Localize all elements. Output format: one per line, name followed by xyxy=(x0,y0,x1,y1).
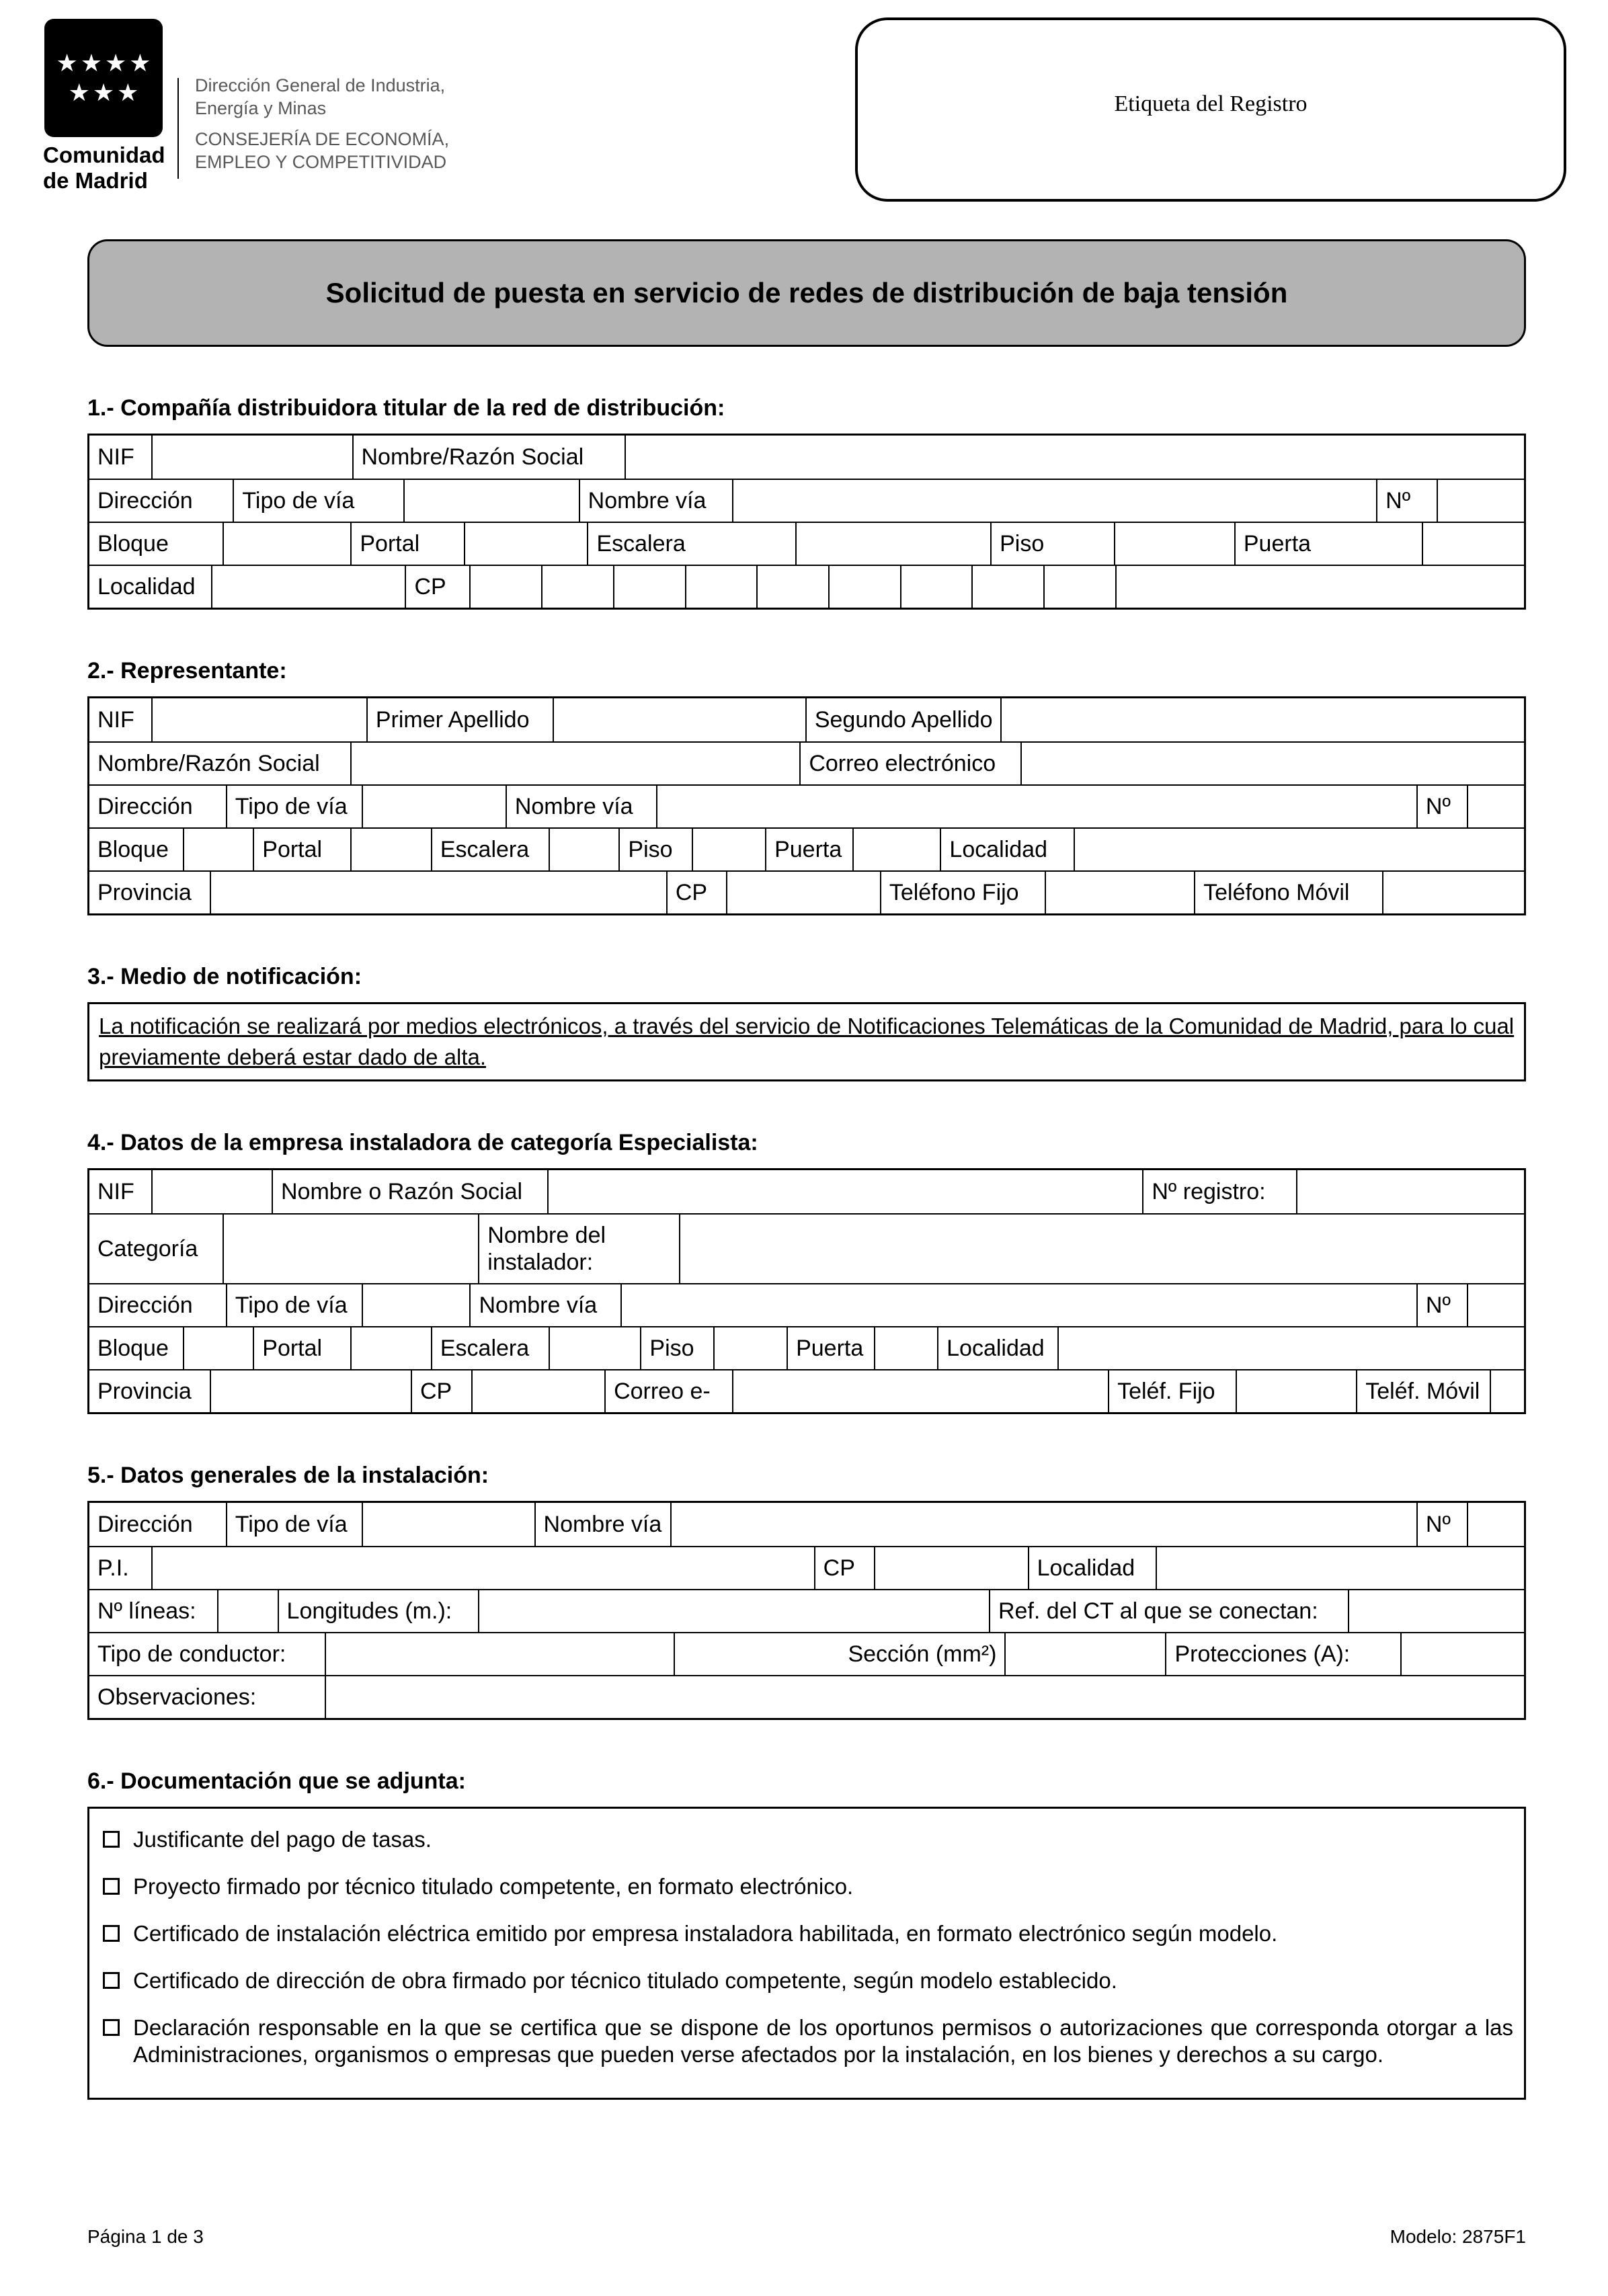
s2-localidad-field[interactable] xyxy=(1074,829,1524,870)
s4-piso-label: Piso xyxy=(640,1327,713,1369)
checkbox-declaracion-responsable[interactable] xyxy=(103,2019,120,2036)
s5-cp-label: CP xyxy=(814,1547,875,1589)
table-row xyxy=(89,1369,1524,1412)
s4-tipo-via-field[interactable] xyxy=(362,1284,469,1326)
s5-numero-label: Nº xyxy=(1416,1503,1467,1546)
doc-item xyxy=(100,1826,1513,1853)
s4-telef-movil-field[interactable] xyxy=(1490,1370,1524,1412)
s4-nif-label: NIF xyxy=(97,1178,134,1204)
table-row xyxy=(89,1503,1524,1546)
s5-nombre-via-field[interactable] xyxy=(670,1503,1416,1546)
doc-item xyxy=(100,1920,1513,1947)
s1-localidad-label: Localidad xyxy=(97,573,196,600)
s4-table xyxy=(87,1168,1526,1414)
s4-correo-field[interactable] xyxy=(732,1370,1108,1412)
s2-nombre-via-label: Nombre vía xyxy=(506,786,656,827)
s2-escalera-field[interactable] xyxy=(549,829,619,870)
s4-correo-label: Correo e- xyxy=(604,1370,732,1412)
s1-cp-trailing-field[interactable] xyxy=(1115,566,1524,608)
s5-protecciones-field[interactable] xyxy=(1400,1633,1524,1675)
s2-telefono-movil-label: Teléfono Móvil xyxy=(1194,872,1382,913)
checkbox-certificado-instalacion[interactable] xyxy=(103,1925,120,1942)
s5-seccion-field[interactable] xyxy=(1004,1633,1165,1675)
s1-cp-label: CP xyxy=(405,566,469,608)
s4-puerta-label: Puerta xyxy=(787,1327,874,1369)
form-title-bar xyxy=(87,239,1526,347)
org-line2: Energía y Minas xyxy=(195,98,327,118)
s1-portal-field[interactable] xyxy=(464,523,588,565)
s5-seccion-label: Sección (mm²) xyxy=(674,1633,1005,1675)
s1-cp-digit-field[interactable] xyxy=(1043,566,1115,608)
table-row xyxy=(89,1326,1524,1369)
s4-piso-field[interactable] xyxy=(713,1327,787,1369)
s2-nombre-razon-social-label: Nombre/Razón Social xyxy=(97,750,320,776)
s2-primer-apellido-label: Primer Apellido xyxy=(366,698,553,741)
notification-notice-text: La notificación se realizará por medios electrónicos, a través del servicio de Notificaciones Telemáticas de la Comunidad de Madrid, para lo cual previamente deberá estar dado de alta. xyxy=(99,1014,1515,1069)
notification-notice-box xyxy=(87,1002,1526,1081)
flag-stars-row2-icon: ★★★ xyxy=(68,79,142,106)
form-content xyxy=(0,239,1608,2100)
section-1-heading: 1.- Compañía distribuidora titular de la red de distribución: xyxy=(87,395,725,421)
s1-bloque-field[interactable] xyxy=(223,523,350,565)
s2-cp-field[interactable] xyxy=(726,872,879,913)
page-number: Página 1 de 3 xyxy=(87,2226,204,2247)
s2-tipo-via-label: Tipo de vía xyxy=(226,786,362,827)
s2-primer-apellido-field[interactable] xyxy=(553,698,805,741)
s2-nombre-via-field[interactable] xyxy=(656,786,1416,827)
section-3-heading: 3.- Medio de notificación: xyxy=(87,964,362,989)
s1-nif-field[interactable] xyxy=(151,436,352,479)
table-row xyxy=(89,1589,1524,1632)
s1-localidad-field[interactable] xyxy=(211,566,405,608)
s4-cp-field[interactable] xyxy=(471,1370,604,1412)
s1-puerta-field[interactable] xyxy=(1422,523,1524,565)
s1-cp-digit-field[interactable] xyxy=(541,566,613,608)
s4-num-registro-label: Nº registro: xyxy=(1142,1170,1295,1213)
s1-numero-label: Nº xyxy=(1376,480,1437,522)
doc-item-text: Certificado de dirección de obra firmado por técnico titulado competente, según modelo establecido. xyxy=(133,1968,1117,1993)
s1-tipo-via-field[interactable] xyxy=(403,480,578,522)
s4-nombre-instalador-field[interactable] xyxy=(679,1215,1524,1283)
table-row xyxy=(89,436,1524,479)
table-row xyxy=(89,784,1524,827)
s5-cp-field[interactable] xyxy=(874,1547,1027,1589)
checkbox-certificado-direccion-obra[interactable] xyxy=(103,1972,120,1989)
s1-nombre-razon-social-label: Nombre/Razón Social xyxy=(352,436,625,479)
org-line1: Dirección General de Industria, xyxy=(195,75,446,95)
s2-segundo-apellido-label: Segundo Apellido xyxy=(805,698,1000,741)
comunidad-madrid-flag-logo xyxy=(44,19,163,137)
s2-cp-label: CP xyxy=(666,872,727,913)
table-row xyxy=(89,827,1524,870)
s1-cp-digit-field[interactable] xyxy=(971,566,1043,608)
s1-nombre-razon-social-field[interactable] xyxy=(625,436,1524,479)
s1-puerta-label: Puerta xyxy=(1234,523,1422,565)
checkbox-proyecto-firmado[interactable] xyxy=(103,1878,120,1895)
table-row xyxy=(89,479,1524,522)
table-row xyxy=(89,1213,1524,1283)
s4-portal-field[interactable] xyxy=(350,1327,431,1369)
s5-pi-label: P.I. xyxy=(97,1555,129,1581)
s4-escalera-label: Escalera xyxy=(431,1327,549,1369)
table-row xyxy=(89,1283,1524,1326)
table-row xyxy=(89,1546,1524,1589)
s4-localidad-label: Localidad xyxy=(937,1327,1057,1369)
s5-protecciones-label: Protecciones (A): xyxy=(1165,1633,1400,1675)
brand-line2: de Madrid xyxy=(43,168,148,193)
s5-num-lineas-field[interactable] xyxy=(217,1590,278,1632)
flag-stars-row1-icon: ★★★★ xyxy=(56,49,154,77)
s4-bloque-label: Bloque xyxy=(97,1335,169,1361)
s2-telefono-movil-field[interactable] xyxy=(1382,872,1524,913)
s4-nombre-razon-field[interactable] xyxy=(547,1170,1143,1213)
s2-portal-field[interactable] xyxy=(350,829,431,870)
s1-piso-label: Piso xyxy=(990,523,1114,565)
doc-item-text: Certificado de instalación eléctrica emitido por empresa instaladora habilitada, en formato electrónico según modelo. xyxy=(133,1921,1278,1946)
s5-ref-ct-label: Ref. del CT al que se conectan: xyxy=(989,1590,1348,1632)
s1-cp-digit-field[interactable] xyxy=(900,566,972,608)
section-5-heading: 5.- Datos generales de la instalación: xyxy=(87,1463,489,1488)
s5-localidad-label: Localidad xyxy=(1028,1547,1156,1589)
s2-bloque-field[interactable] xyxy=(183,829,253,870)
doc-item xyxy=(100,1967,1513,1994)
s2-bloque-label: Bloque xyxy=(97,836,169,862)
s4-localidad-field[interactable] xyxy=(1057,1327,1524,1369)
s5-observaciones-field[interactable] xyxy=(325,1676,1524,1718)
form-title: Solicitud de puesta en servicio de redes de distribución de baja tensión xyxy=(325,277,1288,309)
doc-item xyxy=(100,2014,1513,2068)
s1-direccion-label: Dirección xyxy=(97,487,193,514)
s4-nombre-instalador-label: Nombre del instalador: xyxy=(478,1215,679,1283)
page-header xyxy=(0,0,1608,207)
s1-nif-label: NIF xyxy=(97,444,134,470)
table-row xyxy=(89,741,1524,784)
s4-numero-field[interactable] xyxy=(1467,1284,1524,1326)
doc-item-text: Declaración responsable en la que se certifica que se dispone de los oportunos permisos o autorizaciones que corresponda otorgar a las Administraciones, organismos o empresas que pueden verse afectados por la instalación, en los bienes y derechos a su cargo. xyxy=(133,2015,1513,2067)
s2-puerta-field[interactable] xyxy=(852,829,940,870)
s1-bloque-label: Bloque xyxy=(97,530,169,557)
checkbox-pago-tasas[interactable] xyxy=(103,1831,120,1848)
s2-nif-label: NIF xyxy=(97,706,134,733)
s2-correo-label: Correo electrónico xyxy=(799,743,1020,784)
s5-table xyxy=(87,1501,1526,1720)
s1-table xyxy=(87,434,1526,610)
s2-nif-field[interactable] xyxy=(151,698,366,741)
table-row xyxy=(89,698,1524,741)
s4-direccion-label: Dirección xyxy=(97,1292,193,1318)
s2-localidad-label: Localidad xyxy=(940,829,1073,870)
s1-portal-label: Portal xyxy=(350,523,464,565)
s5-direccion-label: Dirección xyxy=(97,1511,193,1537)
s1-numero-field[interactable] xyxy=(1437,480,1524,522)
s2-puerta-label: Puerta xyxy=(765,829,852,870)
s4-telef-fijo-field[interactable] xyxy=(1236,1370,1356,1412)
dept-line1: CONSEJERÍA DE ECONOMÍA, xyxy=(195,129,450,149)
s5-localidad-field[interactable] xyxy=(1156,1547,1524,1589)
s5-numero-field[interactable] xyxy=(1467,1503,1524,1546)
s2-piso-field[interactable] xyxy=(692,829,765,870)
s2-telefono-fijo-label: Teléfono Fijo xyxy=(880,872,1045,913)
s4-nombre-via-label: Nombre vía xyxy=(469,1284,620,1326)
s5-observaciones-label: Observaciones: xyxy=(97,1684,257,1710)
s5-longitudes-field[interactable] xyxy=(478,1590,989,1632)
s4-numero-label: Nº xyxy=(1416,1284,1467,1326)
s4-nombre-razon-label: Nombre o Razón Social xyxy=(272,1170,547,1213)
s5-ref-ct-field[interactable] xyxy=(1348,1590,1525,1632)
s5-tipo-via-field[interactable] xyxy=(362,1503,534,1546)
table-row xyxy=(89,1170,1524,1213)
s5-tipo-via-label: Tipo de vía xyxy=(226,1503,362,1546)
org-block xyxy=(195,74,449,173)
doc-item-text: Proyecto firmado por técnico titulado competente, en formato electrónico. xyxy=(133,1874,854,1899)
s5-tipo-conductor-field[interactable] xyxy=(325,1633,674,1675)
s2-nombre-razon-social-field[interactable] xyxy=(350,743,799,784)
s4-escalera-field[interactable] xyxy=(549,1327,641,1369)
s4-categoria-label: Categoría xyxy=(97,1235,198,1262)
model-number: Modelo: 2875F1 xyxy=(1390,2226,1526,2247)
s2-telefono-fijo-field[interactable] xyxy=(1045,872,1194,913)
s4-portal-label: Portal xyxy=(253,1327,350,1369)
s4-nif-field[interactable] xyxy=(151,1170,272,1213)
s4-tipo-via-label: Tipo de vía xyxy=(226,1284,362,1326)
s1-cp-digit-field[interactable] xyxy=(469,566,541,608)
s4-telef-movil-label: Teléf. Móvil xyxy=(1356,1370,1489,1412)
s2-table xyxy=(87,696,1526,915)
s2-piso-label: Piso xyxy=(618,829,692,870)
s2-escalera-label: Escalera xyxy=(431,829,549,870)
s4-telef-fijo-label: Teléf. Fijo xyxy=(1108,1370,1236,1412)
s4-categoria-field[interactable] xyxy=(223,1215,478,1283)
s2-direccion-label: Dirección xyxy=(97,793,193,819)
s5-num-lineas-label: Nº líneas: xyxy=(97,1598,196,1624)
s5-tipo-conductor-label: Tipo de conductor: xyxy=(97,1641,286,1667)
s1-cp-digit-field[interactable] xyxy=(685,566,757,608)
table-row xyxy=(89,870,1524,913)
table-row xyxy=(89,1632,1524,1675)
s1-nombre-via-label: Nombre vía xyxy=(579,480,732,522)
s2-provincia-label: Provincia xyxy=(97,879,192,905)
table-row xyxy=(89,522,1524,565)
s4-bloque-field[interactable] xyxy=(183,1327,253,1369)
s5-longitudes-label: Longitudes (m.): xyxy=(278,1590,479,1632)
s5-pi-field[interactable] xyxy=(151,1547,814,1589)
s4-cp-label: CP xyxy=(411,1370,471,1412)
table-row xyxy=(89,565,1524,608)
s1-escalera-label: Escalera xyxy=(587,523,795,565)
s2-segundo-apellido-field[interactable] xyxy=(1000,698,1524,741)
brand-name xyxy=(43,142,165,194)
registry-label-box xyxy=(855,17,1566,202)
s1-nombre-via-field[interactable] xyxy=(732,480,1376,522)
header-divider xyxy=(177,78,179,179)
s2-numero-field[interactable] xyxy=(1467,786,1524,827)
section-2-heading: 2.- Representante: xyxy=(87,658,287,684)
dept-line2: EMPLEO Y COMPETITIVIDAD xyxy=(195,152,447,172)
doc-item-text: Justificante del pago de tasas. xyxy=(133,1827,432,1852)
registry-label: Etiqueta del Registro xyxy=(1114,91,1308,116)
s2-provincia-field[interactable] xyxy=(210,872,666,913)
s1-cp-digit-field[interactable] xyxy=(828,566,900,608)
s2-portal-label: Portal xyxy=(253,829,350,870)
s5-nombre-via-label: Nombre vía xyxy=(534,1503,671,1546)
s4-provincia-label: Provincia xyxy=(97,1378,192,1404)
s2-tipo-via-field[interactable] xyxy=(362,786,505,827)
s1-cp-digit-field[interactable] xyxy=(756,566,828,608)
s1-tipo-via-label: Tipo de vía xyxy=(233,480,403,522)
s4-num-registro-field[interactable] xyxy=(1296,1170,1524,1213)
s1-piso-field[interactable] xyxy=(1114,523,1234,565)
attached-documents-box xyxy=(87,1807,1526,2100)
s1-cp-digit-field[interactable] xyxy=(613,566,685,608)
s2-numero-label: Nº xyxy=(1416,786,1467,827)
s4-nombre-via-field[interactable] xyxy=(620,1284,1416,1326)
doc-item xyxy=(100,1873,1513,1900)
section-6-heading: 6.- Documentación que se adjunta: xyxy=(87,1768,466,1794)
s4-puerta-field[interactable] xyxy=(874,1327,937,1369)
table-row xyxy=(89,1675,1524,1718)
s2-correo-field[interactable] xyxy=(1020,743,1524,784)
s4-provincia-field[interactable] xyxy=(210,1370,411,1412)
section-4-heading: 4.- Datos de la empresa instaladora de categoría Especialista: xyxy=(87,1130,758,1155)
s1-escalera-field[interactable] xyxy=(795,523,990,565)
brand-line1: Comunidad xyxy=(43,142,165,167)
